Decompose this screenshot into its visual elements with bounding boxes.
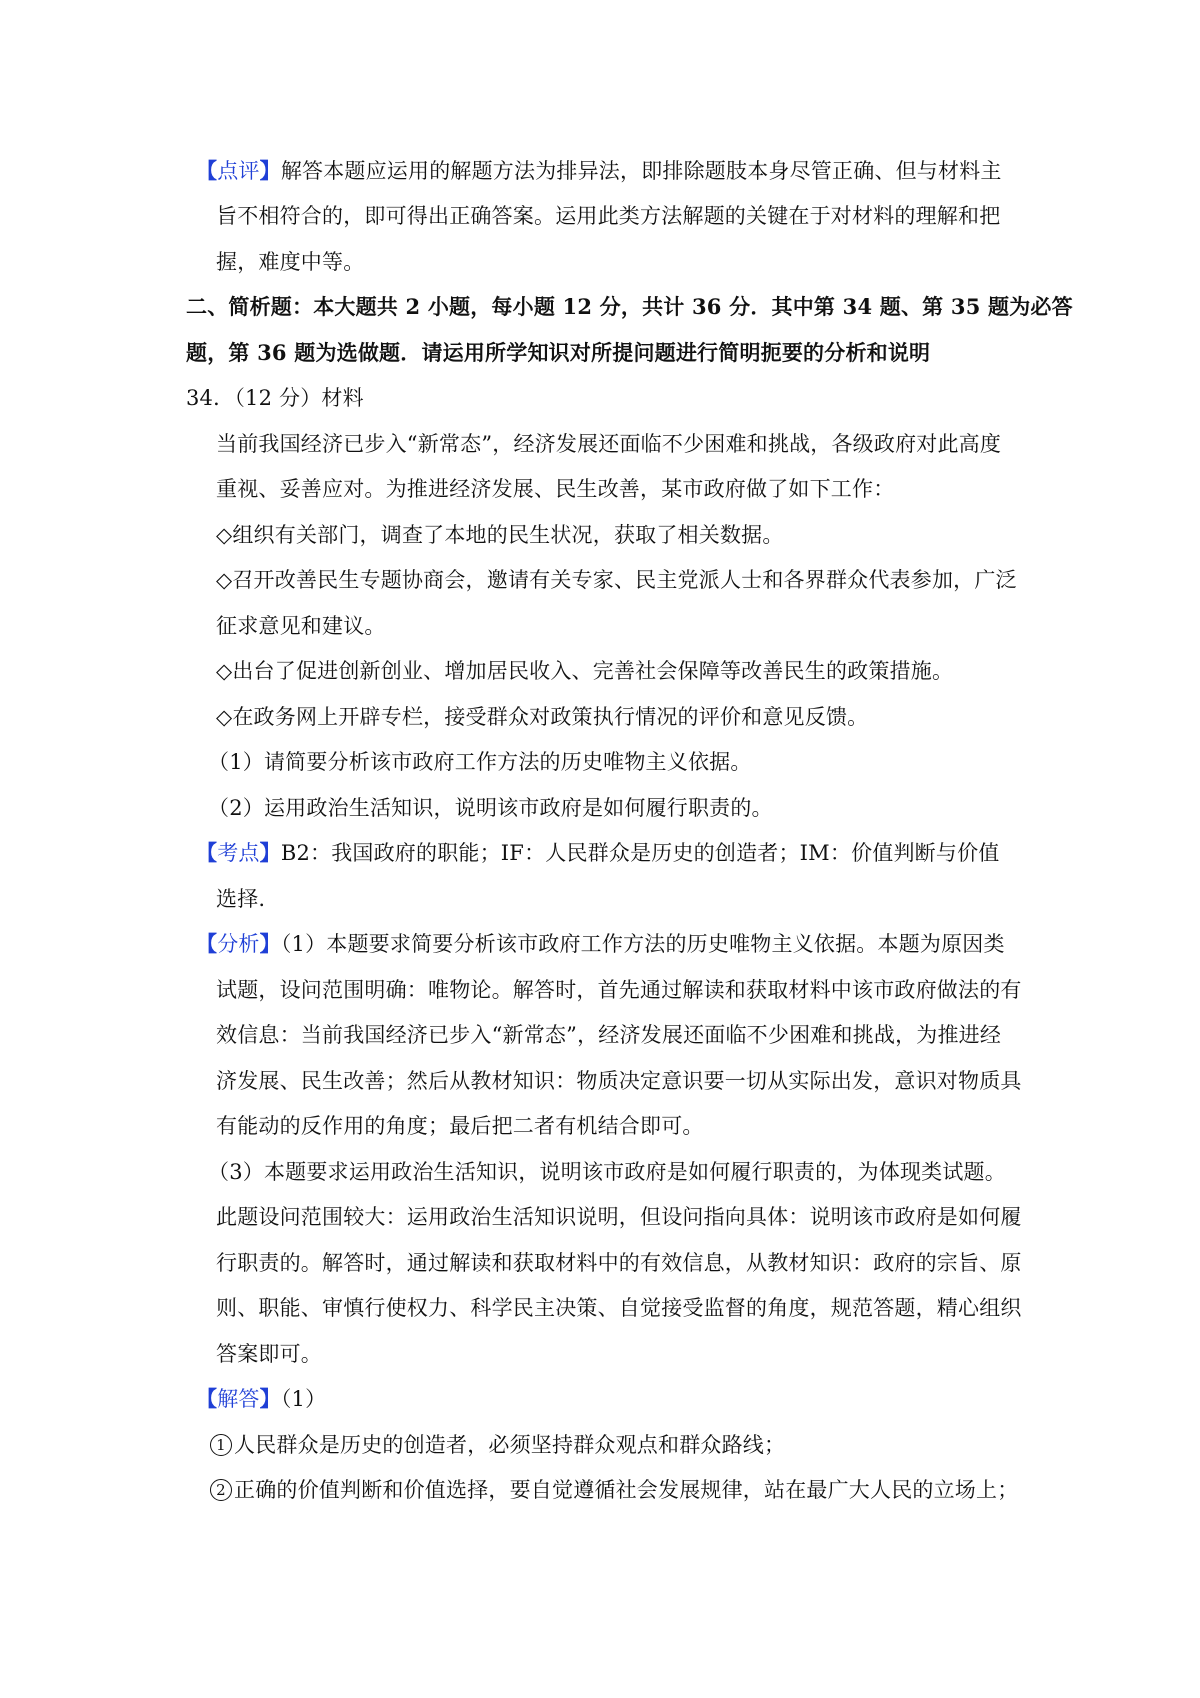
comment-tag-open: 【	[196, 158, 218, 183]
fenxi-line-8: 行职责的。解答时，通过解读和获取材料中的有效信息，从教材知识：政府的宗旨、原	[216, 1251, 1022, 1275]
jieda-item-2	[210, 1475, 1018, 1505]
comment-tag: 点评	[217, 159, 260, 183]
kaodian-line-2: 选择.	[216, 887, 266, 911]
fenxi-line-4: 济发展、民生改善；然后从教材知识：物质决定意识要一切从实际出发，意识对物质具	[216, 1069, 1022, 1093]
fenxi-line-1	[196, 929, 1005, 959]
kaodian-line-1	[196, 838, 999, 868]
fenxi-tag-open: 【	[196, 931, 218, 956]
jieda-line-1	[196, 1384, 326, 1414]
material-line-5: 征求意见和建议。	[216, 614, 386, 638]
fenxi-line-6: （3）本题要求运用政治生活知识，说明该市政府是如何履行职责的，为体现类试题。	[208, 1160, 1006, 1184]
fenxi-text: （1）本题要求简要分析该市政府工作方法的历史唯物主义依据。本题为原因类	[280, 932, 1005, 956]
comment-line-1	[196, 156, 1002, 186]
fenxi-line-7: 此题设问范围较大：运用政治生活知识说明，但设问指向具体：说明该市政府是如何履	[216, 1205, 1022, 1229]
comment-tag-close: 】	[259, 158, 281, 183]
jieda-tag-open: 【	[196, 1386, 218, 1411]
section-heading-line-1: 二、简析题：本大题共 2 小题，每小题 12 分，共计 36 分．其中第 34 题、第 35 题为必答	[186, 294, 1073, 319]
material-line-6: ◇出台了促进创新创业、增加居民收入、完善社会保障等改善民生的政策措施。	[216, 659, 954, 683]
material-line-1: 当前我国经济已步入“新常态”，经济发展还面临不少困难和挑战，各级政府对此高度	[216, 432, 1002, 456]
kaodian-tag-open: 【	[196, 840, 218, 865]
jieda-tag: 解答	[217, 1387, 260, 1411]
sub-question-1: （1）请简要分析该市政府工作方法的历史唯物主义依据。	[208, 750, 752, 774]
section-heading-line-2: 题，第 36 题为选做题．请运用所学知识对所提问题进行简明扼要的分析和说明	[186, 340, 931, 365]
jieda-item-1	[210, 1430, 785, 1460]
sub-question-2: （2）运用政治生活知识，说明该市政府是如何履行职责的。	[208, 796, 773, 820]
fenxi-line-3: 效信息：当前我国经济已步入“新常态”，经济发展还面临不少困难和挑战，为推进经	[216, 1023, 1002, 1047]
comment-line-2: 旨不相符合的，即可得出正确答案。运用此类方法解题的关键在于对材料的理解和把	[216, 204, 1001, 228]
fenxi-line-10: 答案即可。	[216, 1342, 322, 1366]
kaodian-tag-close: 】	[259, 840, 281, 865]
circled-number-1: 1	[210, 1434, 232, 1456]
jieda-tag-close: 】	[259, 1386, 281, 1411]
material-line-3: ◇组织有关部门，调查了本地的民生状况，获取了相关数据。	[216, 523, 784, 547]
material-line-4: ◇召开改善民生专题协商会，邀请有关专家、民主党派人士和各界群众代表参加，广泛	[216, 568, 1017, 592]
fenxi-line-9: 则、职能、审慎行使权力、科学民主决策、自觉接受监督的角度，规范答题，精心组织	[216, 1296, 1022, 1320]
jieda-item-2-text: 正确的价值判断和价值选择，要自觉遵循社会发展规律，站在最广大人民的立场上；	[234, 1478, 1019, 1502]
jieda-first: （1）	[280, 1387, 327, 1411]
jieda-item-1-text: 人民群众是历史的创造者，必须坚持群众观点和群众路线；	[234, 1433, 786, 1457]
fenxi-tag: 分析	[217, 932, 260, 956]
comment-line-3: 握，难度中等。	[216, 250, 365, 274]
fenxi-tag-close: 】	[259, 931, 281, 956]
kaodian-text: B2：我国政府的职能；IF：人民群众是历史的创造者；IM：价值判断与价值	[280, 841, 1000, 865]
comment-text: 解答本题应运用的解题方法为排异法，即排除题肢本身尽管正确、但与材料主	[280, 159, 1002, 183]
fenxi-line-2: 试题，设问范围明确：唯物论。解答时，首先通过解读和获取材料中该市政府做法的有	[216, 978, 1022, 1002]
kaodian-tag: 考点	[217, 841, 260, 865]
question-header: 34．（12 分）材料	[186, 386, 364, 410]
material-line-2: 重视、妥善应对。为推进经济发展、民生改善，某市政府做了如下工作：	[216, 477, 895, 501]
material-line-7: ◇在政务网上开辟专栏，接受群众对政策执行情况的评价和意见反馈。	[216, 705, 869, 729]
circled-number-2: 2	[210, 1479, 232, 1501]
fenxi-line-5: 有能动的反作用的角度；最后把二者有机结合即可。	[216, 1114, 704, 1138]
